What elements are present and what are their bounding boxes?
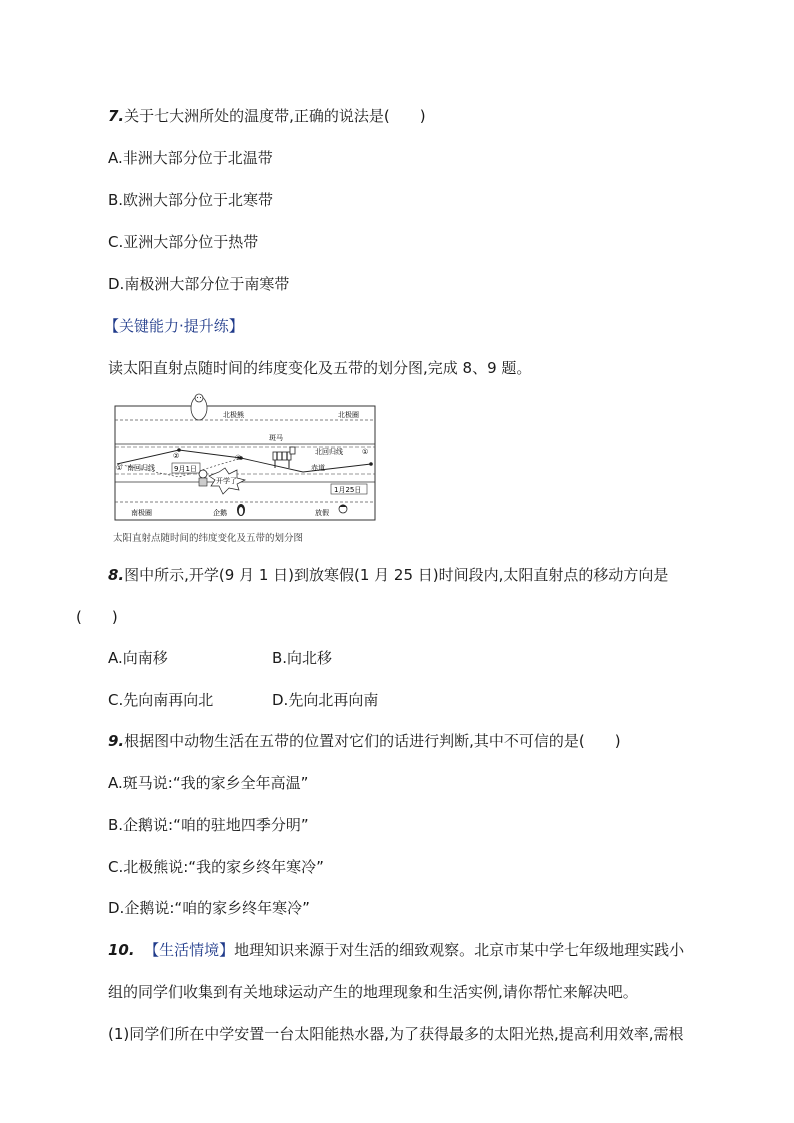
question-number: 9.: [108, 732, 125, 750]
figure-caption: 太阳直射点随时间的纬度变化及五带的划分图: [113, 533, 304, 544]
question-10-stem: [108, 940, 684, 960]
option-d: D.南极洲大部分位于南寒带: [108, 275, 290, 293]
question-8-stem: [108, 565, 668, 585]
option-b: B.向北移: [272, 649, 333, 667]
tropic-cancer-label: 北回归线: [315, 448, 343, 456]
question-text: 根据图中动物生活在五带的位置对它们的话进行判断,其中不可信的是( ): [124, 732, 621, 750]
school-start-label: 开学了: [216, 477, 237, 485]
option-b: B.企鹅说:“咱的驻地四季分明”: [108, 816, 309, 834]
question-text: 地理知识来源于对生活的细致观察。北京市某中学七年级地理实践小: [234, 941, 685, 959]
option-c: C.北极熊说:“我的家乡终年寒冷”: [108, 858, 324, 876]
tropic-capricorn-label: 南回归线: [127, 464, 155, 472]
question-9-stem: [108, 731, 621, 751]
zebra-icon: [273, 447, 295, 468]
option-d: D.先向北再向南: [272, 691, 379, 709]
context-tag: 【生活情境】: [144, 941, 235, 959]
date-jan-label: 1月25日: [334, 486, 362, 494]
question-number: 7.: [108, 107, 125, 125]
option-c: C.亚洲大部分位于热带: [108, 233, 259, 251]
option-a: A.非洲大部分位于北温带: [108, 149, 273, 167]
question-text: 关于七大洲所处的温度带,正确的说法是( ): [124, 107, 426, 125]
question-number: 10.: [108, 941, 135, 959]
antarctic-circle-label: 南极圈: [131, 509, 152, 517]
question-10-stem-cont: 组的同学们收集到有关地球运动产生的地理现象和生活实例,请你帮忙来解决吧。: [108, 983, 638, 1001]
option-d: D.企鹅说:“咱的家乡终年寒冷”: [108, 899, 310, 917]
section-title: 【关键能力·提升练】: [104, 317, 244, 335]
holiday-label: 放假: [315, 509, 329, 517]
option-b: B.欧洲大部分位于北寒带: [108, 191, 274, 209]
option-c: C.先向南再向北: [108, 691, 214, 709]
arctic-circle-label: 北极圈: [338, 411, 359, 419]
marker-2: ②: [173, 452, 180, 460]
zebra-label: 斑马: [269, 434, 283, 442]
marker-3: ③: [235, 454, 242, 462]
question-text: 图中所示,开学(9 月 1 日)到放寒假(1 月 25 日)时间段内,太阳直射点的移动方向是: [124, 566, 669, 584]
question-number: 8.: [108, 566, 125, 584]
diagram-frame: [115, 406, 375, 520]
penguin-label: 企鹅: [213, 509, 227, 517]
sun-latitude-zones-diagram: [113, 392, 377, 522]
polar-bear-icon: [191, 394, 207, 420]
marker-1-left: ①: [116, 464, 123, 472]
question-8-bracket: ( ): [76, 608, 118, 626]
equator-label: 赤道: [311, 464, 325, 472]
marker-1-right: ①: [362, 448, 369, 456]
question-7-stem: [108, 106, 426, 126]
student-icon: [199, 470, 207, 486]
penguin-icon: [237, 504, 245, 516]
question-10-sub-1: (1)同学们所在中学安置一台太阳能热水器,为了获得最多的太阳光热,提高利用效率,需根: [108, 1025, 684, 1043]
polar-bear-label: 北极熊: [223, 411, 244, 419]
holiday-student-icon: [339, 505, 347, 514]
date-sept-label: 9月1日: [174, 465, 197, 473]
option-a: A.斑马说:“我的家乡全年高温”: [108, 774, 309, 792]
figure-intro: 读太阳直射点随时间的纬度变化及五带的划分图,完成 8、9 题。: [108, 359, 532, 377]
option-a: A.向南移: [108, 649, 168, 667]
